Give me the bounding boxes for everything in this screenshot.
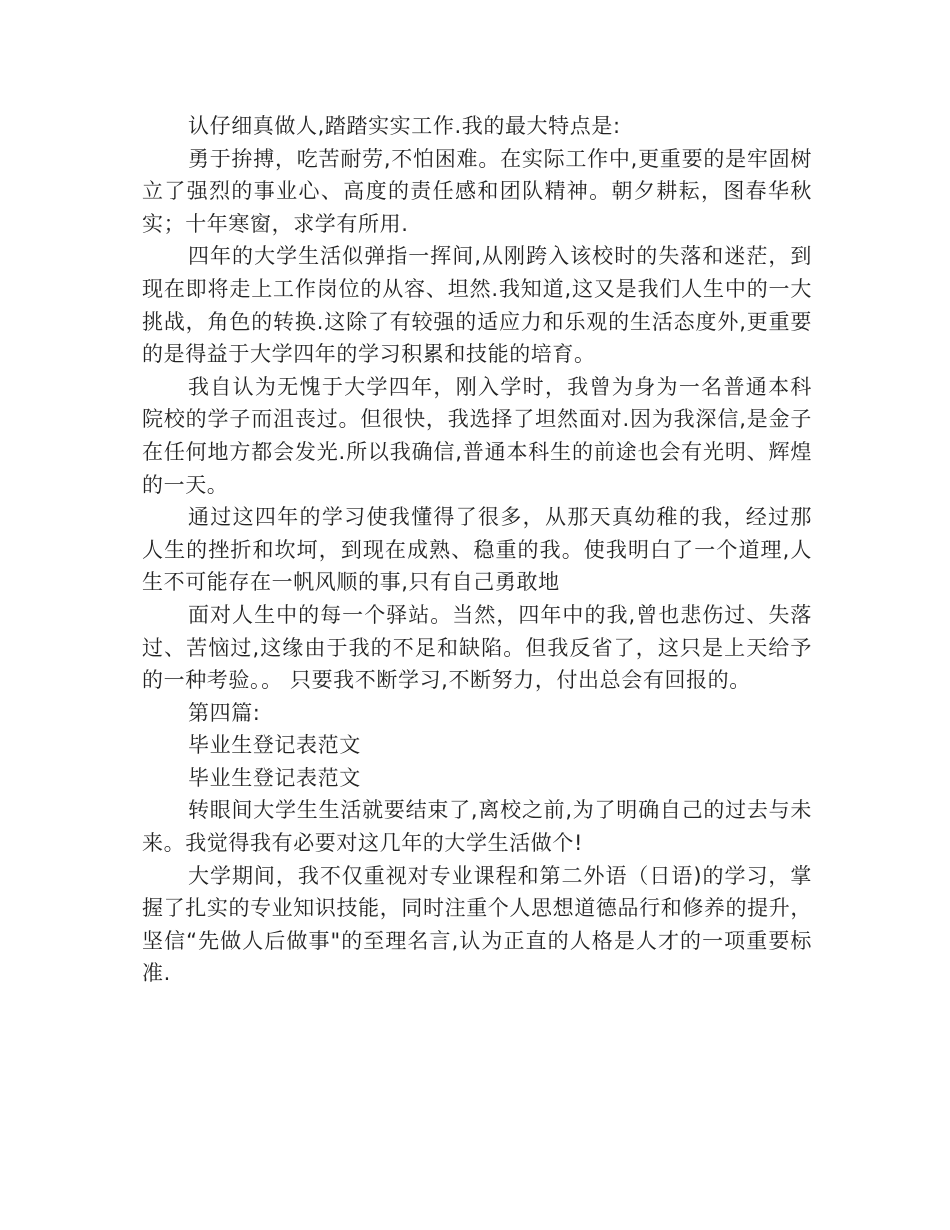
section-heading: 第四篇: bbox=[188, 700, 261, 725]
paragraph: 四年的大学生活似弹指一挥间,从刚跨入该校时的失落和迷茫，到现在即将走上工作岗位的从容、坦然.我知道,这又是我们人生中的一大挑战，角色的转换.这除了有较强的适应力和乐观的生活态度外,更重要的是得益于大学四年的学习积累和技能的培育。 bbox=[142, 244, 812, 367]
paragraph: 通过这四年的学习使我懂得了很多，从那天真幼稚的我，经过那人生的挫折和坎坷，到现在成熟、稳重的我。使我明白了一个道理,人生不可能存在一帆风顺的事,只有自己勇敢地 bbox=[142, 505, 812, 595]
section-title: 毕业生登记表范文 bbox=[188, 765, 361, 790]
paragraph: 面对人生中的每一个驿站。当然，四年中的我,曾也悲伤过、失落过、苦恼过,这缘由于我的不足和缺陷。但我反省了，这只是上天给予的一种考验。。 只要我不断学习,不断努力，付出总会有回报的。 bbox=[142, 602, 812, 693]
paragraph: 我自认为无愧于大学四年，刚入学时，我曾为身为一名普通本科院校的学子而沮丧过。但很快，我选择了坦然面对.因为我深信,是金子在任何地方都会发光.所以我确信,普通本科生的前途也会有光明、辉煌的一天。 bbox=[142, 374, 812, 497]
paragraph: 勇于拚搏，吃苦耐劳,不怕困难。在实际工作中,更重要的是牢固树立了强烈的事业心、高度的责任感和团队精神。朝夕耕耘，图春华秋实；十年寒窗，求学有所用. bbox=[142, 146, 812, 236]
document-body bbox=[142, 110, 812, 990]
paragraph: 认仔细真做人,踏踏实实工作.我的最大特点是: bbox=[188, 114, 621, 138]
section-title: 毕业生登记表范文 bbox=[188, 733, 361, 758]
paragraph: 大学期间，我不仅重视对专业课程和第二外语（日语)的学习，掌握了扎实的专业知识技能，同时注重个人思想道德品行和修养的提升，坚信“先做人后做事"的至理名言,认为正直的人格是人才的一项重要标准. bbox=[142, 863, 812, 986]
paragraph: 转眼间大学生生活就要结束了,离校之前,为了明确自己的过去与未来。我觉得我有必要对这几年的大学生活做个! bbox=[142, 798, 812, 856]
